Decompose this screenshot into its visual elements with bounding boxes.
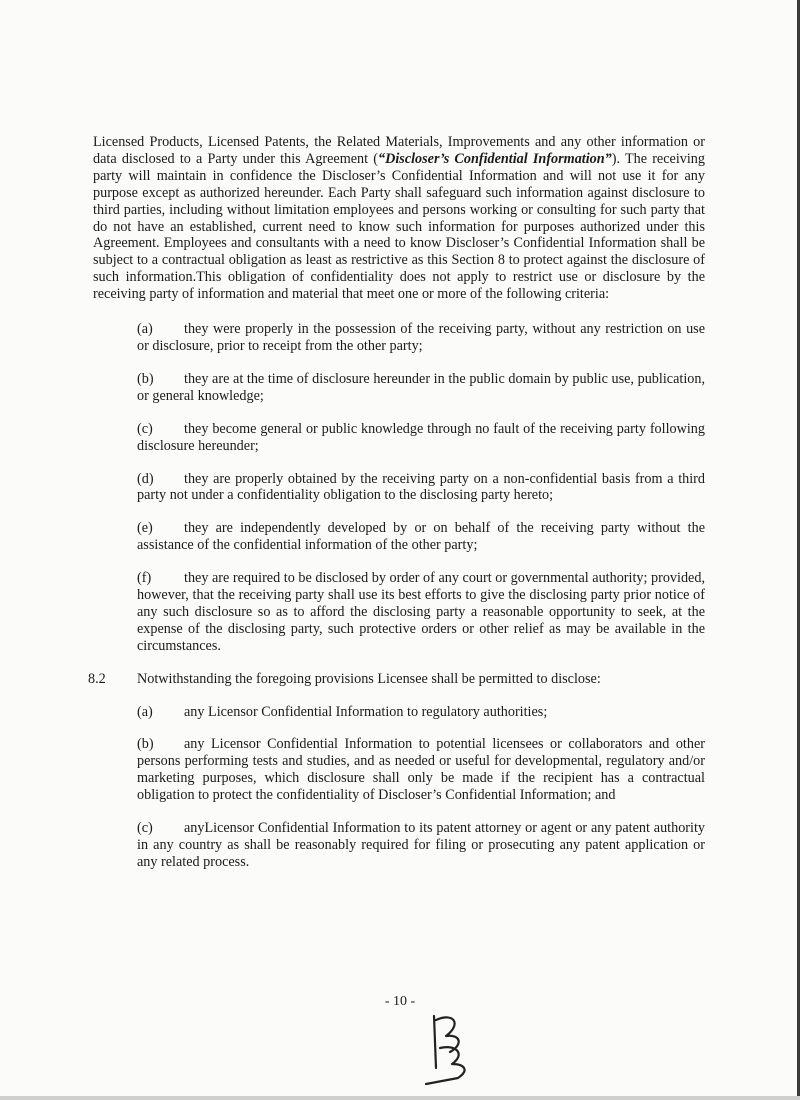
item-text: they were properly in the possession of the receiving party, without any restriction on use or disclosure, prior to receipt from the other party;	[137, 321, 705, 354]
criteria-item-e	[137, 520, 705, 554]
item-label: (a)	[137, 703, 153, 720]
item-text: they are required to be disclosed by order of any court or governmental authority; provided, however, that the receiving party shall use its best efforts to give the disclosing party prior notice of any such disclosure so as to afford the disclosing party a reasonable opportunity to seek, at the expense of the disclosing party, such protective orders or other relief as may be available in the circumstances.	[137, 570, 705, 654]
item-label: (e)	[137, 520, 153, 537]
item-text: they become general or public knowledge through no fault of the receiving party following disclosure hereunder;	[137, 420, 705, 454]
disclosure-list	[137, 704, 705, 871]
criteria-item-c	[137, 421, 705, 455]
item-text: anyLicensor Confidential Information to its patent attorney or agent or any patent authority in any country as shall be reasonably required for filing or prosecuting any patent application or any related process.	[137, 820, 705, 870]
item-text: any Licensor Confidential Information to potential licensees or collaborators and other persons performing tests and studies, and as needed or useful for developmental, regulatory and/or marketing purposes, which disclosure shall only be made if the recipient has a contractual obligation to protect the confidentiality of Discloser’s Confidential Information; and	[137, 736, 705, 804]
intro-text-part1: Licensed Products, Licensed Patents, the Related Materials, Improvements and any other information or data disclosed to a Party under this Agreement (	[93, 134, 705, 167]
defined-term: “Discloser’s Confidential Information”	[378, 150, 612, 167]
criteria-list	[137, 321, 705, 655]
document-body	[88, 134, 705, 887]
disclosure-item-b	[137, 736, 705, 804]
item-label: (c)	[137, 420, 153, 437]
intro-paragraph	[93, 134, 705, 303]
item-label: (d)	[137, 470, 154, 487]
signature-initials	[420, 1008, 482, 1086]
item-label: (c)	[137, 820, 153, 837]
section-text: Notwithstanding the foregoing provisions Licensee shall be permitted to disclose:	[137, 670, 601, 687]
criteria-item-a	[137, 321, 705, 355]
criteria-item-f	[137, 570, 705, 655]
item-text: they are properly obtained by the receiving party on a non-confidential basis from a third party not under a confidentiality obligation to the disclosing party hereto;	[137, 470, 705, 504]
scan-edge-bottom	[0, 1096, 800, 1100]
page-number: - 10 -	[384, 994, 416, 1009]
disclosure-item-c	[137, 820, 705, 871]
intro-text-part2: ). The receiving party will maintain in confidence the Discloser’s Confidential Information and will not use it for any purpose except as authorized hereunder. Each Party shall safeguard such information against disclosure to third parties, including without limitation employees and persons working or consulting for such party that do not have an established, current need to know such information for purposes authorized under this Agreement. Employees and consultants with a need to know Discloser’s Confidential Information shall be subject to a contractual obligation as least as restrictive as this Section 8 to protect against the disclosure of such information.This obligation of confidentiality does not apply to restrict use or disclosure by the receiving party of information and material that meet one or more of the following criteria:	[93, 150, 705, 303]
disclosure-item-a	[137, 704, 705, 721]
item-label: (b)	[137, 736, 154, 753]
item-label: (b)	[137, 370, 154, 387]
item-text: they are at the time of disclosure hereunder in the public domain by public use, publication, or general knowledge;	[137, 370, 705, 404]
item-label: (f)	[137, 570, 152, 587]
section-8-2	[88, 670, 705, 688]
criteria-item-b	[137, 371, 705, 405]
section-number: 8.2	[88, 670, 106, 687]
item-label: (a)	[137, 321, 153, 338]
criteria-item-d	[137, 471, 705, 505]
item-text: they are independently developed by or on behalf of the receiving party without the assistance of the confidential information of the other party;	[137, 520, 705, 554]
item-text: any Licensor Confidential Information to regulatory authorities;	[184, 703, 548, 720]
